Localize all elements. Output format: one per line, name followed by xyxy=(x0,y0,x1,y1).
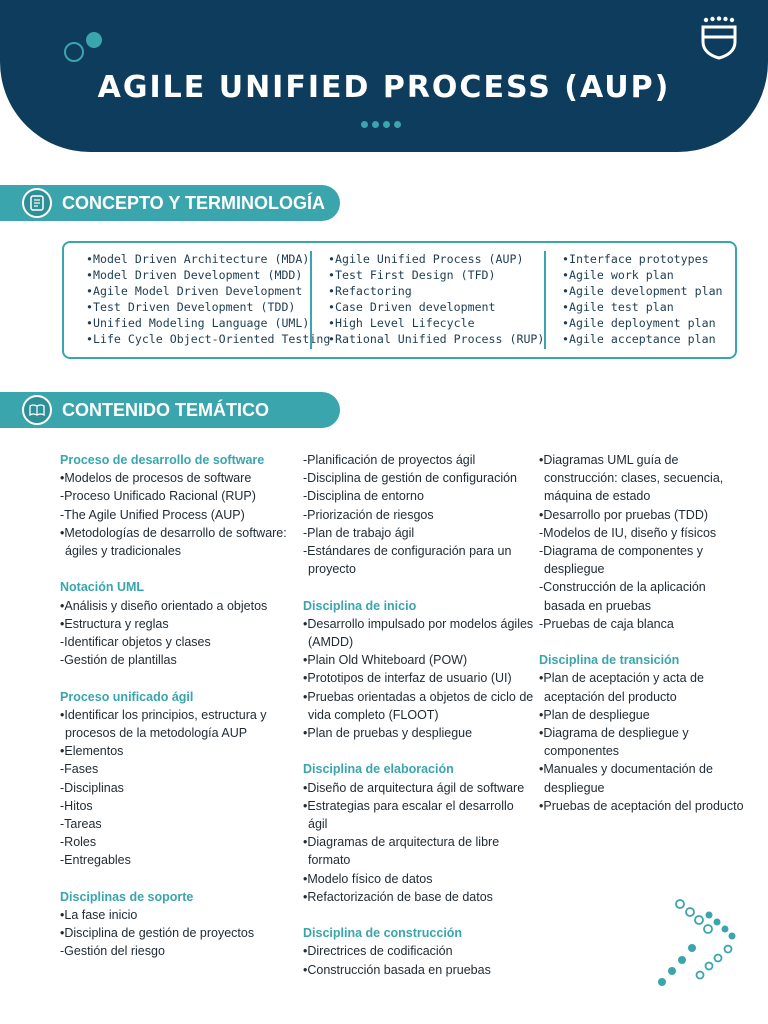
concept-term: •Agile Model Driven Development xyxy=(86,284,303,298)
topic-column xyxy=(60,451,292,961)
concept-term: •Test Driven Development (TDD) xyxy=(86,300,296,314)
section-header-contenido xyxy=(0,392,340,428)
concept-term: •Model Driven Architecture (MDA) xyxy=(86,252,310,266)
title-dots-icon xyxy=(361,121,407,129)
topic-item: -Estándares de configuración para un proyecto xyxy=(303,544,512,577)
concept-column xyxy=(310,251,545,349)
topic-item: -Diagrama de componentes y despliegue xyxy=(539,544,703,577)
topic-item: -Proceso Unificado Racional (RUP) xyxy=(60,489,256,504)
spacer xyxy=(60,870,292,888)
concept-term: •Agile Unified Process (AUP) xyxy=(328,252,524,266)
topic-item: -Disciplina de entorno xyxy=(303,489,424,504)
topic-item: •Plan de aceptación y acta de aceptación del producto xyxy=(539,671,704,704)
topic-item: •Estrategias para escalar el desarrollo ágil xyxy=(303,798,514,832)
concept-term: •Rational Unified Process (RUP) xyxy=(328,332,545,346)
topic-item: •Diagramas de arquitectura de libre formato xyxy=(303,835,500,868)
topic-item: •Plan de despliegue xyxy=(539,707,650,722)
topic-item: -Gestión del riesgo xyxy=(60,944,165,959)
topic-item: •La fase inicio xyxy=(60,908,138,923)
topic-item: •Desarrollo impulsado por modelos ágiles (AMDD) xyxy=(303,616,534,650)
decorative-dots-icon xyxy=(64,32,104,64)
concept-column xyxy=(86,251,331,349)
section-title: CONCEPTO Y TERMINOLOGÍA xyxy=(62,192,326,213)
topic-item: -Disciplinas xyxy=(60,780,124,795)
spacer xyxy=(303,578,535,596)
concept-column xyxy=(544,251,723,349)
topic-item: •Diseño de arquitectura ágil de software xyxy=(303,780,525,795)
decorative-arrow-dots-icon xyxy=(650,896,740,992)
topic-item: •Disciplina de gestión de proyectos xyxy=(60,926,255,941)
topic-item: -Plan de trabajo ágil xyxy=(303,525,415,540)
topic-item: •Elementos xyxy=(60,744,124,759)
topic-item: •Análisis y diseño orientado a objetos xyxy=(60,598,268,613)
concept-term: •High Level Lifecycle xyxy=(328,316,475,330)
concept-term: •Life Cycle Object-Oriented Testing xyxy=(86,332,331,346)
book-icon xyxy=(22,395,52,425)
concept-term: •Agile development plan xyxy=(562,284,723,298)
topic-item: •Identificar los principios, estructura y procesos de la metodología AUP xyxy=(60,707,267,741)
topic-heading: Disciplina de construcción xyxy=(303,926,463,941)
section-title: CONTENIDO TEMÁTICO xyxy=(62,399,269,420)
concept-term: •Case Driven development xyxy=(328,300,496,314)
concept-terms-box xyxy=(62,241,737,359)
concept-term: •Agile work plan xyxy=(562,268,674,282)
topic-item: -Construcción de la aplicación basada en pruebas xyxy=(539,580,706,613)
spacer xyxy=(539,633,749,651)
concept-term: •Agile acceptance plan xyxy=(562,332,716,346)
topic-item: •Diagrama de despliegue y componentes xyxy=(539,726,689,759)
topic-heading: Proceso de desarrollo de software xyxy=(60,453,265,467)
topic-item: •Modelo físico de datos xyxy=(303,871,433,886)
topic-heading: Disciplinas de soporte xyxy=(60,889,194,904)
university-shield-icon xyxy=(700,16,738,60)
topic-item: •Metodologías de desarrollo de software: ágiles y tradicionales xyxy=(60,525,287,559)
concept-term: •Agile test plan xyxy=(562,300,674,314)
topic-heading: Disciplina de elaboración xyxy=(303,762,454,777)
topic-item: •Pruebas orientadas a objetos de ciclo de vida completo (FLOOT) xyxy=(303,689,534,722)
topic-item: -The Agile Unified Process (AUP) xyxy=(60,507,245,522)
topic-item: •Manuales y documentación de despliegue xyxy=(539,762,713,795)
document-icon xyxy=(22,188,52,218)
topic-item: •Pruebas de aceptación del producto xyxy=(539,798,744,813)
topic-column xyxy=(539,451,749,815)
topic-heading: Disciplina de transición xyxy=(539,653,680,668)
topic-item: •Plain Old Whiteboard (POW) xyxy=(303,653,468,668)
spacer xyxy=(60,560,292,578)
topic-item: -Hitos xyxy=(60,798,93,813)
topic-item: -Planificación de proyectos ágil xyxy=(303,453,476,467)
topic-item: -Identificar objetos y clases xyxy=(60,635,211,650)
topic-item: •Estructura y reglas xyxy=(60,616,169,631)
page-title: AGILE UNIFIED PROCESS (AUP) xyxy=(97,70,671,105)
topic-item: •Construcción basada en pruebas xyxy=(303,962,491,977)
section-header-concepto xyxy=(0,185,340,221)
spacer xyxy=(303,742,535,760)
topic-item: -Pruebas de caja blanca xyxy=(539,616,674,631)
topic-heading: Notación UML xyxy=(60,580,145,595)
topic-heading: Disciplina de inicio xyxy=(303,598,417,613)
concept-term: •Model Driven Development (MDD) xyxy=(86,268,303,282)
topic-column xyxy=(303,451,535,979)
header-banner xyxy=(0,0,768,152)
concept-term: •Refactoring xyxy=(328,284,412,298)
spacer xyxy=(60,669,292,687)
topic-item: -Fases xyxy=(60,762,99,777)
topic-item: •Desarrollo por pruebas (TDD) xyxy=(539,507,709,522)
concept-term: •Agile deployment plan xyxy=(562,316,716,330)
topic-item: -Disciplina de gestión de configuración xyxy=(303,471,518,486)
topic-item: -Modelos de IU, diseño y físicos xyxy=(539,525,717,540)
topic-item: -Gestión de plantillas xyxy=(60,653,177,668)
topic-item: -Tareas xyxy=(60,817,102,832)
topic-item: -Roles xyxy=(60,835,97,850)
topic-heading: Proceso unificado ágil xyxy=(60,689,194,704)
concept-term: •Test First Design (TFD) xyxy=(328,268,496,282)
topic-item: -Entregables xyxy=(60,853,131,868)
topic-item: •Prototipos de interfaz de usuario (UI) xyxy=(303,671,512,686)
concept-term: •Interface prototypes xyxy=(562,252,709,266)
topic-item: •Refactorización de base de datos xyxy=(303,889,493,904)
spacer xyxy=(303,906,535,924)
topic-item: •Diagramas UML guía de construcción: clases, secuencia, máquina de estado xyxy=(539,453,724,504)
concept-term: •Unified Modeling Language (UML) xyxy=(86,316,310,330)
topic-item: -Priorización de riesgos xyxy=(303,507,434,522)
topic-item: •Directrices de codificación xyxy=(303,944,453,959)
topic-item: •Modelos de procesos de software xyxy=(60,471,252,486)
topic-item: •Plan de pruebas y despliegue xyxy=(303,726,473,741)
